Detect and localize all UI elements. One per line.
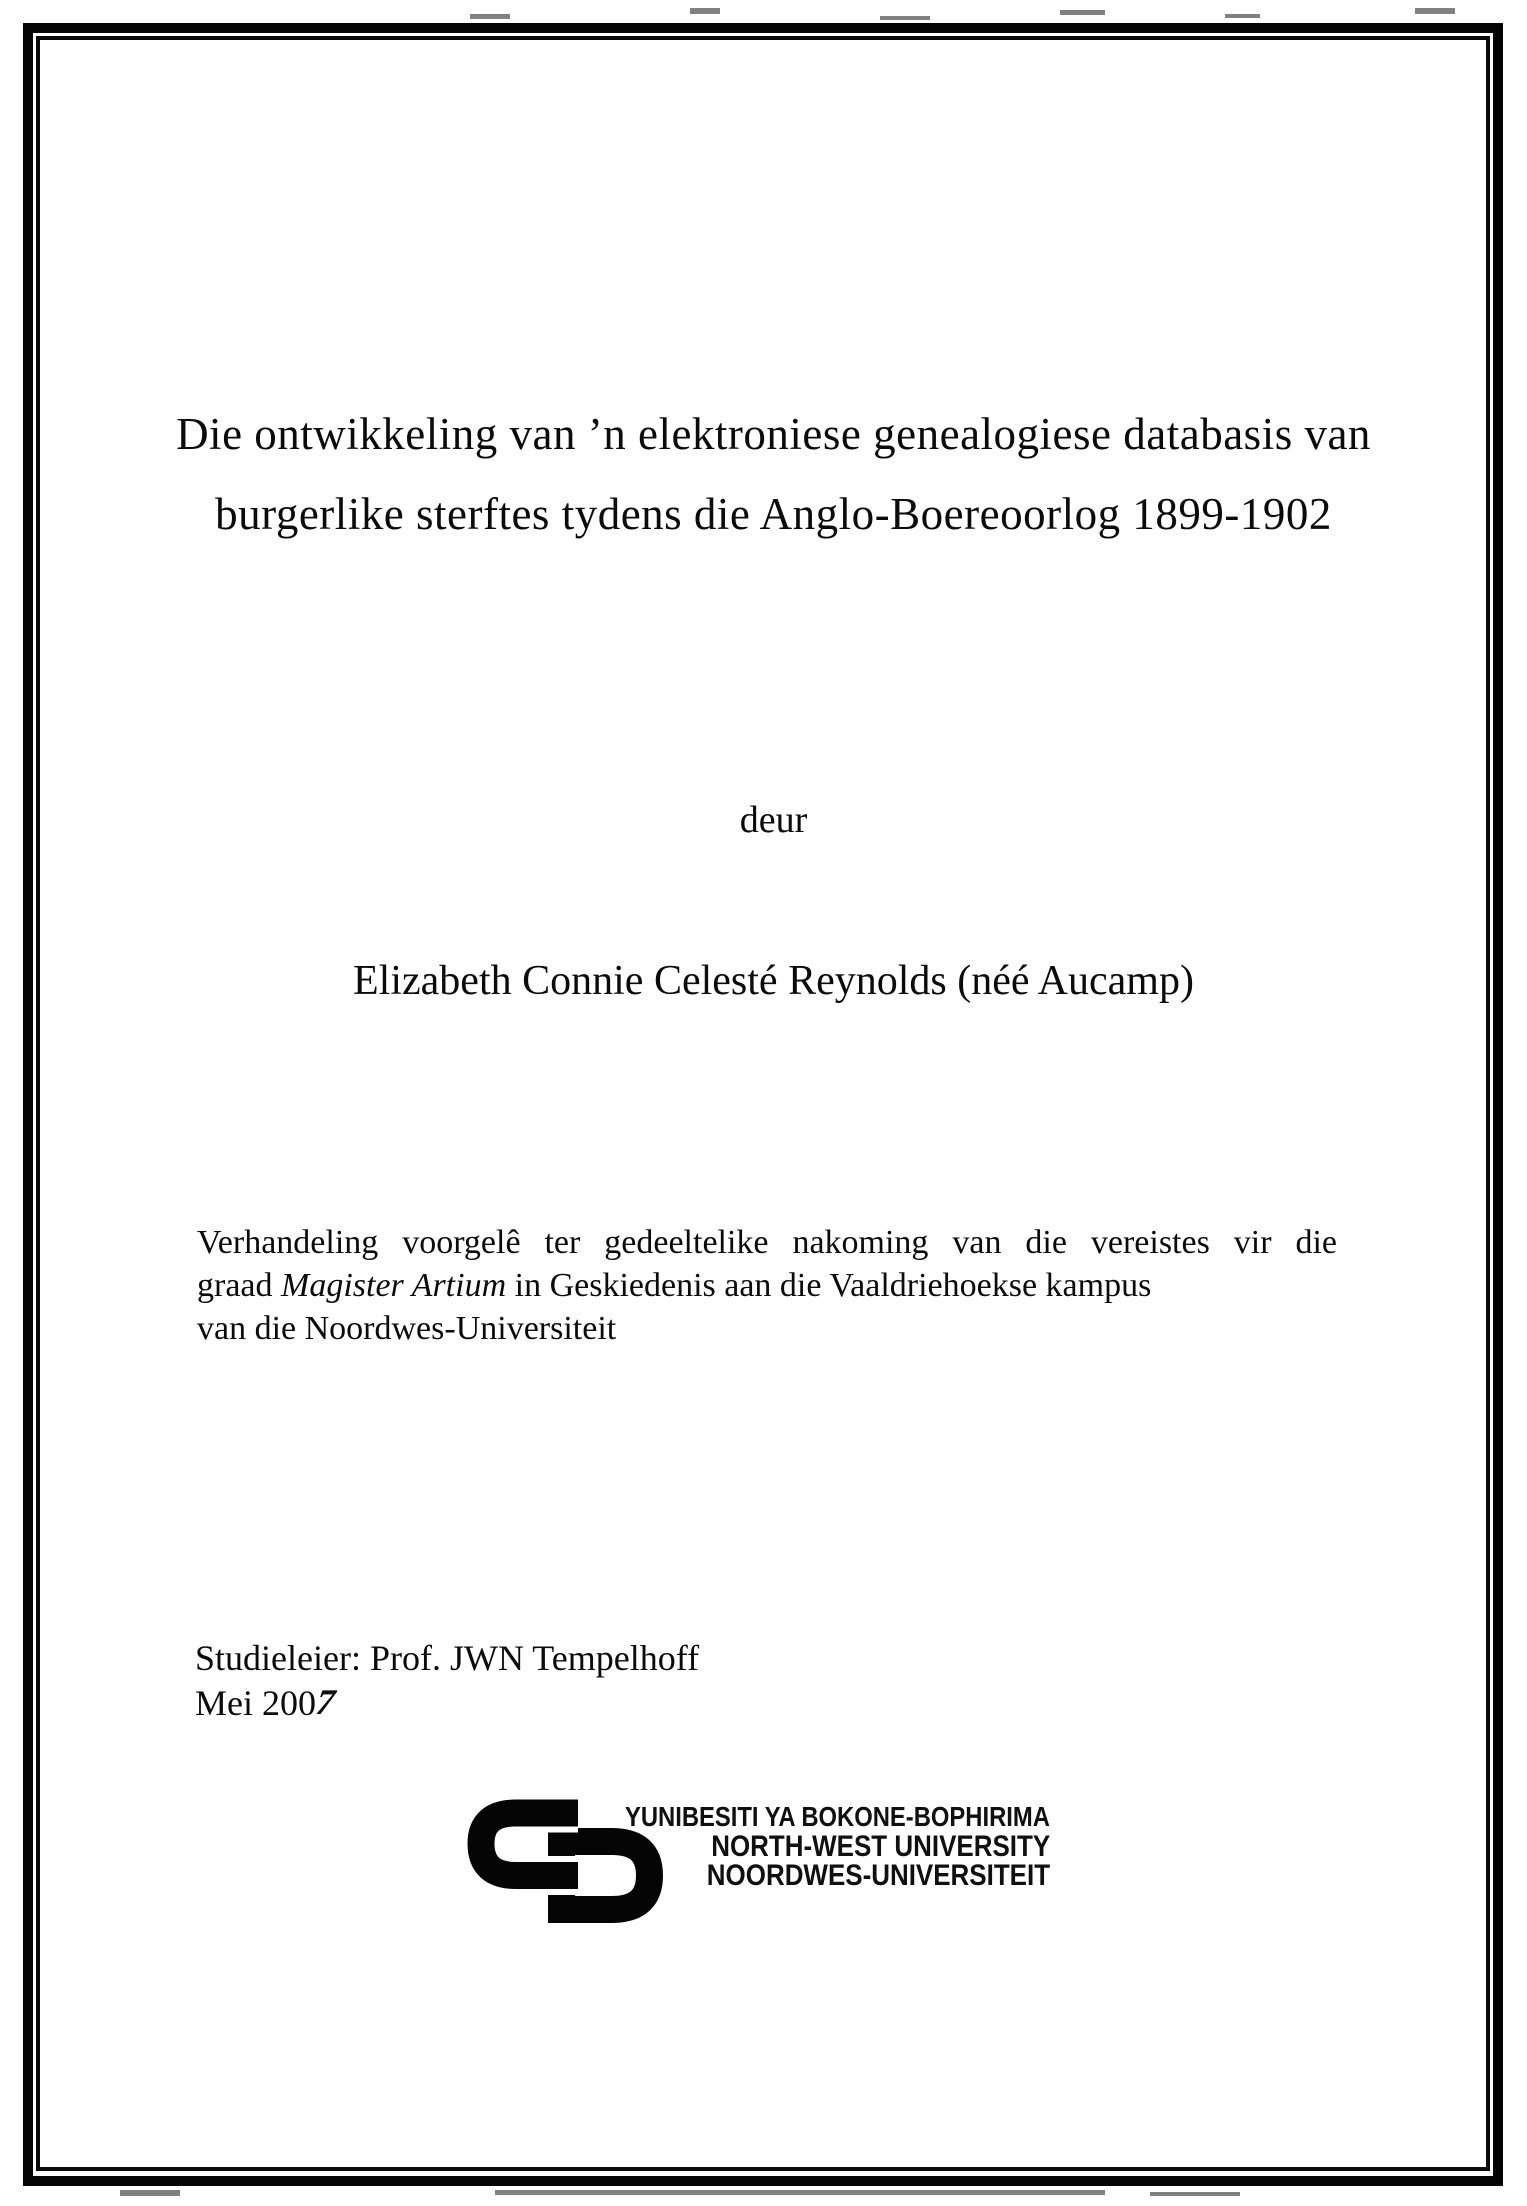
scan-artifact xyxy=(1415,8,1455,14)
degree-statement xyxy=(197,1221,1337,1350)
date-last-digit: 7 xyxy=(309,1682,341,1722)
thesis-title xyxy=(30,394,1517,554)
author-name: Elizabeth Connie Celesté Reynolds (néé Aucamp) xyxy=(353,958,1194,1004)
scan-artifact xyxy=(880,16,930,20)
thesis-title-line2: burgerlike sterftes tydens die Anglo-Boereoorlog 1899-1902 xyxy=(215,489,1332,539)
scan-artifact xyxy=(1150,2192,1240,2196)
date-prefix: Mei 200 xyxy=(195,1683,316,1723)
degree-statement-line3: van die Noordwes-Universiteit xyxy=(197,1310,617,1347)
degree-name-italic: Magister Artium xyxy=(281,1267,507,1304)
logo-text-afrikaans: NOORDWES-UNIVERSITEIT xyxy=(706,1859,1050,1892)
scan-artifact xyxy=(120,2190,180,2196)
degree-statement-line2-prefix: graad xyxy=(197,1267,282,1304)
supervisor-line: Studieleier: Prof. JWN Tempelhoff xyxy=(195,1638,700,1678)
scan-artifact xyxy=(1060,10,1105,15)
thesis-title-line1: Die ontwikkeling van ’n elektroniese genealogiese databasis van xyxy=(176,409,1371,459)
degree-statement-line2-suffix: in Geskiedenis aan die Vaaldriehoekse kampus xyxy=(506,1267,1152,1304)
scan-artifact xyxy=(1225,14,1260,18)
scan-artifact xyxy=(690,8,720,14)
scan-artifact xyxy=(470,14,510,19)
byline-word: deur xyxy=(739,799,808,841)
degree-statement-line2 xyxy=(197,1264,1337,1307)
logo-text-english: NORTH-WEST UNIVERSITY xyxy=(711,1830,1050,1863)
degree-statement-line1: Verhandeling voorgelê ter gedeeltelike nakoming van die vereistes vir die xyxy=(197,1224,1337,1261)
supervisor-block xyxy=(195,1636,699,1726)
scan-artifact xyxy=(495,2190,1105,2195)
logo-text-setswana: YUNIBESITI YA BOKONE-BOPHIRIMA xyxy=(625,1801,1050,1832)
date-line xyxy=(195,1681,699,1726)
